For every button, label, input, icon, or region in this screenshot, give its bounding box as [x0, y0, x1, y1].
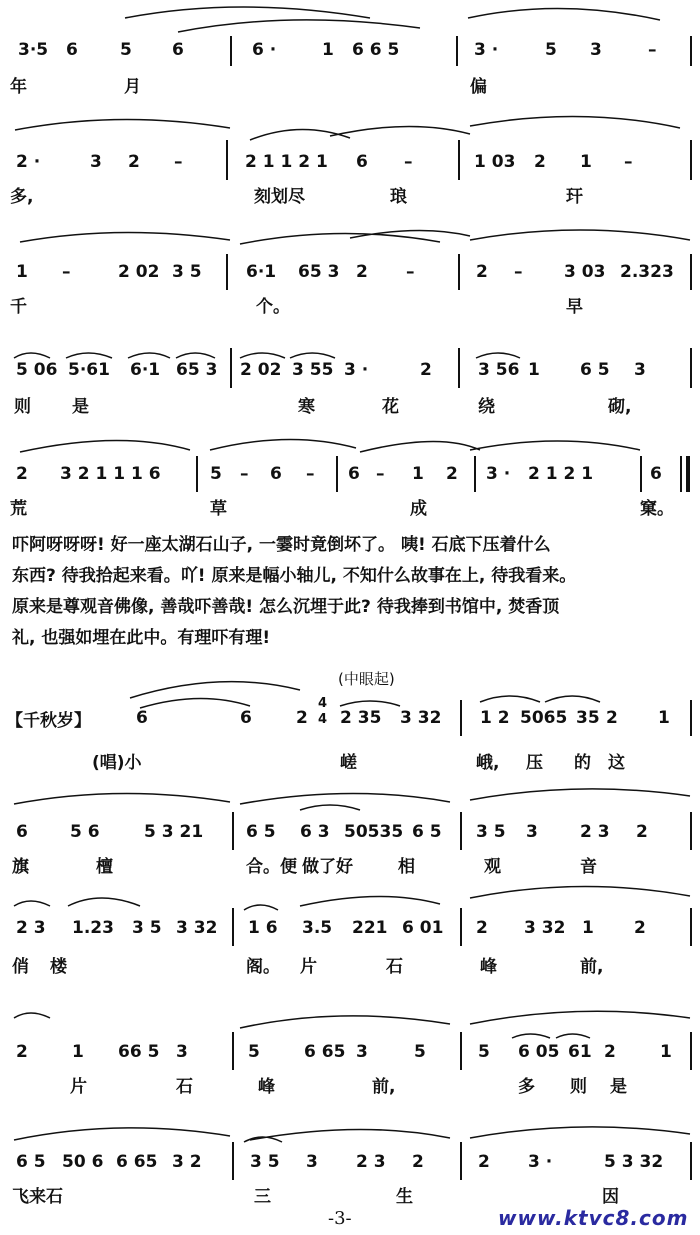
score-system-9: [0, 1000, 700, 1100]
lyric: 檀: [96, 857, 113, 877]
lyric: 多: [518, 1077, 535, 1097]
lyric: 荒: [10, 499, 27, 519]
barline: [456, 36, 458, 66]
barline: [232, 1032, 234, 1070]
barline: [460, 1142, 462, 1180]
note: 3 ·: [528, 1152, 553, 1172]
note: 2 3: [16, 918, 46, 938]
note: 6: [172, 40, 184, 60]
final-barline: [686, 456, 690, 492]
note: 1: [660, 1042, 672, 1062]
lyric: 砌,: [608, 397, 632, 417]
lyric: 楼: [50, 957, 67, 977]
score-system-2: [0, 110, 700, 220]
note: 3 56: [478, 360, 520, 380]
note: 50535: [344, 822, 404, 842]
lyric: 偏: [470, 77, 487, 97]
note: 2: [534, 152, 546, 172]
barline: [458, 348, 460, 388]
note: –: [514, 262, 523, 282]
lyric: 前,: [372, 1077, 396, 1097]
note: 3 03: [564, 262, 606, 282]
lyric: 飞来石: [12, 1187, 63, 1207]
note: 5·61: [68, 360, 110, 380]
note: 5: [210, 464, 222, 484]
note: 2: [412, 1152, 424, 1172]
barline: [230, 36, 232, 66]
lyric: 个。: [256, 297, 290, 317]
lyric: 三: [254, 1187, 271, 1207]
note: 6 5: [412, 822, 442, 842]
note: 65 3: [176, 360, 218, 380]
lyric: 峰: [480, 957, 497, 977]
barline: [232, 1142, 234, 1180]
lyric: 阁。: [246, 957, 280, 977]
lyric: 片: [300, 957, 317, 977]
note: 2: [356, 262, 368, 282]
barline: [226, 140, 228, 180]
note: 50 6: [62, 1152, 104, 1172]
barline: [690, 1142, 692, 1180]
note: –: [174, 152, 183, 172]
note: 2: [296, 708, 308, 728]
note: 3·5: [18, 40, 49, 60]
note: –: [624, 152, 633, 172]
lyric: 琅: [390, 187, 407, 207]
lyric: 生: [396, 1187, 413, 1207]
note: 6 65: [304, 1042, 346, 1062]
barline: [690, 700, 692, 736]
tune-label: 【千秋岁】: [6, 711, 91, 731]
note: 2: [476, 262, 488, 282]
barline: [640, 456, 642, 492]
note: 2 3: [580, 822, 610, 842]
score-system-8: [0, 880, 700, 980]
note: 1: [412, 464, 424, 484]
lyric: 音: [580, 857, 597, 877]
note: 6 3: [300, 822, 330, 842]
note: 2: [476, 918, 488, 938]
barline: [458, 140, 460, 180]
note: 3: [526, 822, 538, 842]
lyric: 相: [398, 857, 415, 877]
note: 2.323: [620, 262, 674, 282]
note: 2: [606, 708, 618, 728]
lyric: 早: [566, 297, 583, 317]
lyric: 刻划尽: [254, 187, 305, 207]
score-system-4: [0, 330, 700, 430]
note: 6 05: [518, 1042, 560, 1062]
note: 2 35: [340, 708, 382, 728]
note: 5: [248, 1042, 260, 1062]
dialogue-line: 吓阿呀呀呀! 好一座太湖石山子, 一霎时竟倒坏了。 咦! 石底下压着什么: [12, 535, 551, 555]
note: 6 6 5: [352, 40, 400, 60]
lyric: 是: [72, 397, 89, 417]
lyric: 草: [210, 499, 227, 519]
note: 3: [90, 152, 102, 172]
lyric: 玕: [566, 187, 583, 207]
note: 6: [66, 40, 78, 60]
note: 5: [478, 1042, 490, 1062]
note: 221: [352, 918, 388, 938]
time-signature-bottom: 4: [318, 712, 328, 727]
note: –: [62, 262, 71, 282]
lyric: 石: [386, 957, 403, 977]
score-system-1: [0, 0, 700, 110]
dialogue-line: 东西? 待我拾起来看。吖! 原来是幅小轴儿, 不知什么故事在上, 待我看来。: [12, 566, 577, 586]
barline: [690, 254, 692, 290]
note: 3 ·: [486, 464, 511, 484]
dialogue-line: 礼, 也强如埋在此中。有理吓有理!: [12, 628, 271, 648]
note: 3: [356, 1042, 368, 1062]
lyric: 多,: [10, 187, 34, 207]
note: 6 65: [116, 1152, 158, 1172]
note: 6 5: [16, 1152, 46, 1172]
note: 1: [72, 1042, 84, 1062]
section-marker: (中眼起): [338, 670, 395, 688]
score-system-5: [0, 430, 700, 530]
lyric: 压: [526, 753, 543, 773]
lyric: 因: [602, 1187, 619, 1207]
note: 1: [582, 918, 594, 938]
note: 3 ·: [344, 360, 369, 380]
note: 6·1: [246, 262, 277, 282]
note: 5: [414, 1042, 426, 1062]
note: 3.5: [302, 918, 333, 938]
lyric: 寒: [298, 397, 315, 417]
lyric: 窠。: [640, 499, 674, 519]
barline: [336, 456, 338, 492]
lyric: 旗: [12, 857, 29, 877]
note: 5 3 32: [604, 1152, 664, 1172]
lyric: 则: [570, 1077, 587, 1097]
note: 3: [634, 360, 646, 380]
note: 2: [634, 918, 646, 938]
lyric: 俏: [12, 957, 29, 977]
note: 6 5: [246, 822, 276, 842]
barline: [458, 254, 460, 290]
lyric: 千: [10, 297, 27, 317]
note: –: [406, 262, 415, 282]
note: 3 55: [292, 360, 334, 380]
barline: [690, 348, 692, 388]
lyric: 嵯: [340, 753, 357, 773]
note: 3 2: [172, 1152, 202, 1172]
barline: [232, 812, 234, 850]
note: 6 01: [402, 918, 444, 938]
barline: [460, 1032, 462, 1070]
barline: [230, 348, 232, 388]
dialogue-line: 原来是尊观音佛像, 善哉吓善哉! 怎么沉埋于此? 待我捧到书馆中, 焚香顶: [12, 597, 560, 617]
note: 3 32: [524, 918, 566, 938]
note: 2: [604, 1042, 616, 1062]
note: 35: [576, 708, 600, 728]
note: 3: [590, 40, 602, 60]
lyric: 则: [14, 397, 31, 417]
time-signature-top: 4: [318, 696, 328, 711]
note: 2: [16, 1042, 28, 1062]
score-system-6: [0, 660, 700, 773]
note: 6: [16, 822, 28, 842]
note: 6: [270, 464, 282, 484]
score-system-10: [0, 1110, 700, 1207]
note: 5065: [520, 708, 568, 728]
note: 3 5: [476, 822, 506, 842]
note: 3: [176, 1042, 188, 1062]
note: 5 3 21: [144, 822, 204, 842]
lyric: 做了好: [302, 857, 353, 877]
note: 2: [128, 152, 140, 172]
lyric: 合。便: [246, 857, 297, 877]
note: 6: [240, 708, 252, 728]
lyric: 年: [10, 77, 27, 97]
note: 6: [136, 708, 148, 728]
note: 6: [650, 464, 662, 484]
note: 61: [568, 1042, 592, 1062]
lyric: 月: [124, 77, 141, 97]
lyric: 观: [484, 857, 501, 877]
note: 6: [356, 152, 368, 172]
barline: [460, 812, 462, 850]
note: 1 2: [480, 708, 510, 728]
note: 2: [478, 1152, 490, 1172]
note: 2 ·: [16, 152, 41, 172]
note: 2: [446, 464, 458, 484]
note: 65 3: [298, 262, 340, 282]
lyric: 花: [382, 397, 399, 417]
note: 5 06: [16, 360, 58, 380]
note: 2 1 2 1: [528, 464, 594, 484]
score-system-7: [0, 780, 700, 880]
lyric: 石: [176, 1077, 193, 1097]
score-system-3: [0, 220, 700, 330]
lyric: 峰: [258, 1077, 275, 1097]
note: 66 5: [118, 1042, 160, 1062]
note: 3 32: [176, 918, 218, 938]
note: –: [404, 152, 413, 172]
barline: [460, 700, 462, 736]
barline: [690, 140, 692, 180]
note: 1.23: [72, 918, 114, 938]
note: 6 5: [580, 360, 610, 380]
note: 5: [120, 40, 132, 60]
spoken-dialogue: [12, 530, 692, 654]
note: 3 5: [250, 1152, 280, 1172]
note: 6·1: [130, 360, 161, 380]
note: 1 03: [474, 152, 516, 172]
final-barline: [680, 456, 682, 492]
barline: [690, 908, 692, 946]
page-number: -3-: [328, 1208, 352, 1229]
note: 2: [420, 360, 432, 380]
barline: [474, 456, 476, 492]
lyric: 的: [574, 753, 591, 773]
lyric: 成: [410, 499, 427, 519]
barline: [460, 908, 462, 946]
note: 3 32: [400, 708, 442, 728]
note: 1: [580, 152, 592, 172]
barline: [690, 812, 692, 850]
note: 1 6: [248, 918, 278, 938]
note: 1: [528, 360, 540, 380]
note: 2 1 1 2 1: [245, 152, 328, 172]
note: 2: [636, 822, 648, 842]
lyric: 前,: [580, 957, 604, 977]
note: 1: [16, 262, 28, 282]
note: –: [376, 464, 385, 484]
note: 2: [16, 464, 28, 484]
note: 3 2 1 1 1 6: [60, 464, 161, 484]
barline: [196, 456, 198, 492]
lyric: 这: [608, 753, 625, 773]
note: –: [648, 40, 657, 60]
note: 1: [322, 40, 334, 60]
note: 2 3: [356, 1152, 386, 1172]
note: 6: [348, 464, 360, 484]
note: 1: [658, 708, 670, 728]
barline: [690, 1032, 692, 1070]
note: 5: [545, 40, 557, 60]
note: –: [306, 464, 315, 484]
lyric: 绕: [478, 397, 495, 417]
barline: [226, 254, 228, 290]
note: 3 ·: [474, 40, 499, 60]
note: 3 5: [172, 262, 202, 282]
note: 2 02: [240, 360, 282, 380]
note: 3: [306, 1152, 318, 1172]
barline: [690, 36, 692, 66]
note: 5 6: [70, 822, 100, 842]
lyric: 片: [70, 1077, 87, 1097]
note: –: [240, 464, 249, 484]
lyric: 峨,: [476, 753, 500, 773]
note: 2 02: [118, 262, 160, 282]
note: 6 ·: [252, 40, 277, 60]
barline: [232, 908, 234, 946]
note: 3 5: [132, 918, 162, 938]
lyric: 是: [610, 1077, 627, 1097]
lyric: (唱)小: [92, 753, 142, 773]
watermark: www.ktvc8.com: [498, 1206, 689, 1230]
